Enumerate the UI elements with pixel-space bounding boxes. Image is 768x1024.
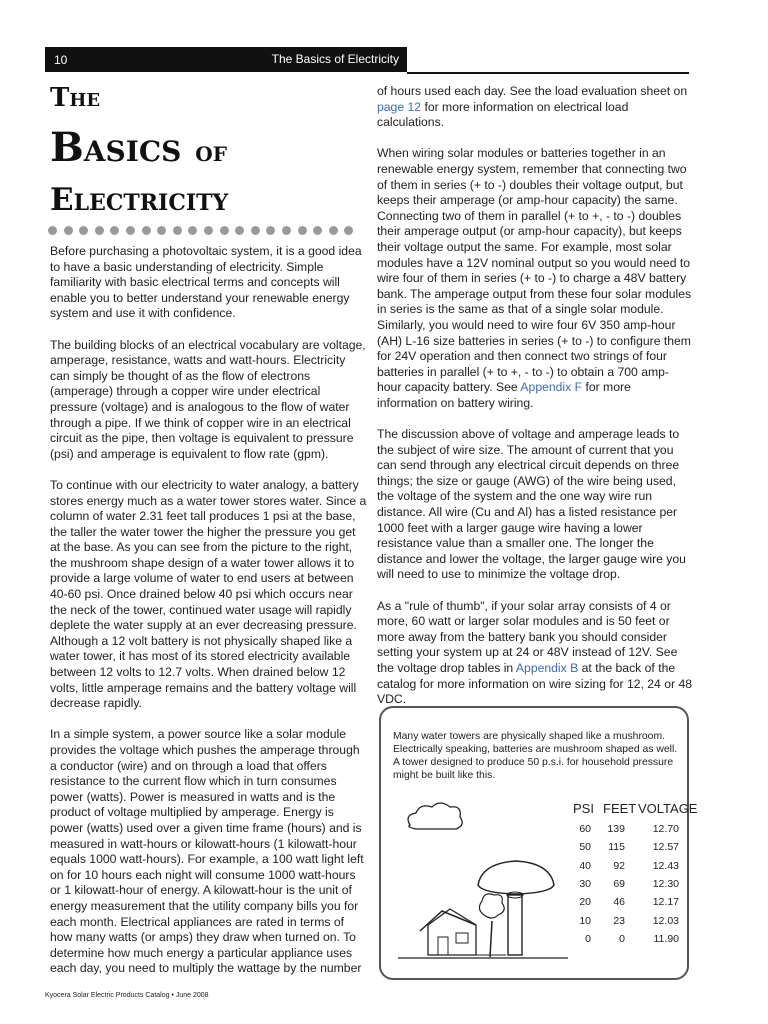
table-cell: 10 xyxy=(579,914,591,927)
water-tower-illustration xyxy=(398,795,568,965)
paragraph: The building blocks of an electrical vocabulary are voltage, amperage, resistance, watts and watt-hours. Electricity can simply be thought of as the flow of electrons (amperage) through a copper wire under electrical pressure (voltage) and is analogous to the flow of water through a pipe. If we think of copper wire in an electrical circuit as the pipe, then voltage is equivalent to pressure (psi) and amperage is equivalent to flow rate (gpm). xyxy=(50,337,366,461)
table-cell: 46 xyxy=(613,896,625,909)
page-header xyxy=(45,47,407,72)
paragraph: In a simple system, a power source like a solar module provides the voltage which pushes the amperage through a conductor (wire) and on through a load that offers resistance to the current flow which in turn consumes power (watts). Power is measured in watts and is the product of voltage multiplied by amperage. Energy is power (watts) used over a given time frame (hours) and is measured in watt-hours or kilowatt-hours (1 kilowatt-hour equals 1000 watt-hours). For example, a 100 watt light left on for 10 hours each night will consume 1000 watt-hours or 1 kilowatt-hour of energy. A kilowatt-hour is the unit of energy measurement that the utility company bills you for each month. Electrical appliances are rated in terms of how many watts (or amps) they draw when turned on. To determine how much energy a particular appliance uses each day, you need to multiply the wattage by the number xyxy=(50,727,364,976)
title-the xyxy=(50,85,100,111)
title-word-electricity: Electricity xyxy=(50,182,229,218)
divider-dot xyxy=(313,226,322,235)
paragraph xyxy=(377,146,692,411)
divider-dot xyxy=(110,226,119,235)
divider-dot xyxy=(64,226,73,235)
table-cell: 12.03 xyxy=(652,914,679,927)
divider-dot xyxy=(142,226,151,235)
divider-dot xyxy=(95,226,104,235)
divider-dot xyxy=(157,226,166,235)
table-cell: 60 xyxy=(579,823,591,835)
divider-dot xyxy=(344,226,353,235)
paragraph: To continue with our electricity to water analogy, a battery stores energy much as a water tower stores water. Since a column of water 2.31 feet tall produces 1 psi at the base, the taller the water tower the higher the pressure you get at the base. As you can see from the picture to the right, the mushroom shape design of a water tower allows it to provide a large volume of water to end users at between 40-60 psi. Once drained below 40 psi which occurs near the neck of the tower, continued water usage will rapidly deplete the water supply at an ever decreasing pressure. Although a 12 volt battery is not physically shaped like a water tower, it has most of its stored electricity available between 12 volts to 12.7 volts. When drained below 12 volts, little amperage remains and the battery voltage will decrease rapidly. xyxy=(50,477,367,711)
table-cell: 139 xyxy=(607,823,625,835)
header-psi: PSI xyxy=(573,801,594,816)
header-rule xyxy=(407,72,689,74)
divider-dot xyxy=(298,226,307,235)
dotted-divider xyxy=(48,223,358,237)
divider-dot xyxy=(329,226,338,235)
paragraph: The discussion above of voltage and amperage leads to the subject of wire size. The amount of current that you can send through any electrical circuit depends on three things; the size or gauge (AWG) of the wire being used, the voltage of the system and the one way wire run distance. All wire (Cu and Al) has a listed resistance per 1000 feet with a larger gauge wire having a lower resistance value than a smaller one. The longer the distance and lower the voltage, the larger gauge wire you will need to use to minimize the voltage drop. xyxy=(377,427,686,582)
divider-dot xyxy=(126,226,135,235)
tower-tank-icon xyxy=(478,861,554,894)
title-word-of: of xyxy=(195,134,227,168)
text-span: for more information on electrical load calculations. xyxy=(377,99,629,130)
appendix-b-link[interactable]: Appendix B xyxy=(515,660,579,675)
table-cell: 0 xyxy=(619,932,625,945)
text-span: at the back of the catalog for more information on wire sizing for 12, 24 or 48 VDC. xyxy=(377,660,693,707)
title-word-the: The xyxy=(50,83,101,113)
table-cell: 115 xyxy=(608,841,625,854)
divider-dot xyxy=(235,226,244,235)
table-cell: 50 xyxy=(579,841,591,854)
text-span: As a "rule of thumb", if your solar array consists of 4 or more, 60 watt or larger solar modules and is 50 feet or more away from the battery bank you should consider setting your system up at 24 or 48V instead of 12V. See the voltage drop tables in xyxy=(377,598,678,675)
page-footer: Kyocera Solar Electric Products Catalog • June 2008 xyxy=(45,992,209,999)
title-electricity xyxy=(50,182,229,218)
paragraph: Before purchasing a photovoltaic system, it is a good idea to have a basic understanding of electricity. Simple familiarity with basic electrical terms and concepts will enable you to better understand your renewable energy system and use it with confidence. xyxy=(50,244,362,321)
page-number: 10 xyxy=(54,53,68,67)
table-cell: 30 xyxy=(579,877,591,890)
header-feet: FEET xyxy=(603,801,637,816)
text-span: When wiring solar modules or batteries together in an renewable energy system, remember that connecting two of them in series (+ to -) doubles their voltage output, but keeps their amperage (or amp-hour capacity) the same. Connecting two of them in parallel (+ to +, - to -) doubles their amperage output (or amp-hour capacity), but keeps their voltage output the same. For example, most solar modules have a 12V nominal output so you would need to wire four of them in series (+ to -) to charge a 48V battery bank. The amperage output from these four solar modules in series is the same as that of a single solar module. Similarly, you would need to wire four 6V 350 amp-hour (AH) L-16 size batteries in series (+ to -) to configure them for 24V operation and then connect two strings of four batteries in parallel (+ to +, - to -) to obtain a 700 amp-hour capacity battery. See xyxy=(377,146,692,395)
title-word-basics: Basics xyxy=(50,124,182,171)
appendix-f-link[interactable]: Appendix F xyxy=(520,380,583,395)
table-cell: 20 xyxy=(579,896,591,909)
header-title: The Basics of Electricity xyxy=(271,52,399,66)
table-cell: 12.17 xyxy=(652,896,679,909)
tower-column-icon xyxy=(508,895,522,955)
right-column xyxy=(377,84,692,723)
paragraph xyxy=(377,599,692,708)
table-cell: 40 xyxy=(579,859,591,872)
table-cell: 0 xyxy=(585,932,591,945)
text-span: for more information on battery wiring. xyxy=(377,380,631,410)
divider-dot xyxy=(282,226,291,235)
table-cell: 69 xyxy=(613,877,625,890)
table-cell: 12.57 xyxy=(652,841,679,854)
table-cell: 12.43 xyxy=(652,859,679,872)
title-basics xyxy=(50,124,227,171)
table-cell: 23 xyxy=(613,914,625,927)
table-cell: 11.90 xyxy=(653,932,679,945)
header-voltage: VOLTAGE xyxy=(638,801,698,816)
table-cell: 12.30 xyxy=(652,877,679,890)
divider-dot xyxy=(48,226,57,235)
text-span: of hours used each day. See the load evaluation sheet on xyxy=(377,84,688,98)
paragraph xyxy=(377,84,692,131)
figure-caption: Many water towers are physically shaped like a mushroom. Electrically speaking, batteries are mushroom shaped as well. A tower designed to produce 50 p.s.i. for household pressure might be built like this. xyxy=(393,731,678,781)
divider-dot xyxy=(266,226,275,235)
table-cell: 12.70 xyxy=(652,823,679,835)
tree-icon xyxy=(479,894,504,918)
cloud-icon xyxy=(408,803,462,829)
table-cell: 92 xyxy=(613,859,625,872)
divider-dot xyxy=(173,226,182,235)
divider-dot xyxy=(220,226,229,235)
divider-dot xyxy=(188,226,197,235)
divider-dot xyxy=(251,226,260,235)
page-12-link[interactable]: page 12 xyxy=(377,99,422,114)
divider-dot xyxy=(79,226,88,235)
divider-dot xyxy=(204,226,213,235)
left-column xyxy=(50,244,368,993)
